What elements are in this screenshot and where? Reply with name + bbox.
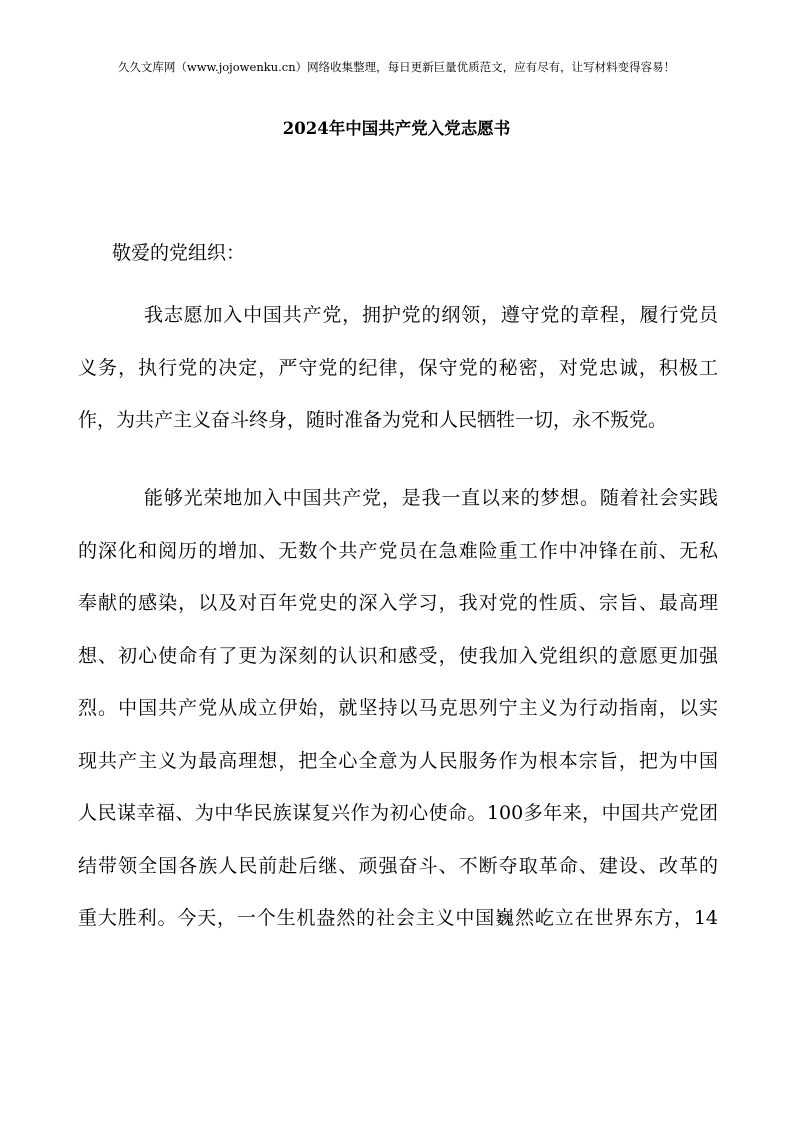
paragraph-motivation [78, 486, 718, 959]
paragraph-line: 现共产主义为最高理想，把全心全意为人民服务作为根本宗旨，把为中国 [78, 749, 718, 772]
paragraph-line: 奉献的感染，以及对百年党史的深入学习，我对党的性质、宗旨、最高理 [78, 592, 718, 614]
header-note: 久久文库网（www.jojowenku.cn）网络收集整理，每日更新巨量优质范文，应有尽有，让写材料变得容易！ [117, 60, 676, 74]
paragraph-line: 人民谋幸福、为中华民族谋复兴作为初心使命。100多年来，中国共产党团 [78, 802, 718, 824]
paragraph-line: 想、初心使命有了更为深刻的认识和感受，使我加入党组织的意愿更加强 [78, 644, 718, 667]
paragraph-line: 义务，执行党的决定，严守党的纪律，保守党的秘密，对党忠诚，积极工 [78, 356, 718, 379]
paragraph-pledge [78, 303, 718, 461]
paragraph-line: 我志愿加入中国共产党，拥护党的纲领，遵守党的章程，履行党员 [144, 304, 718, 326]
paragraph-line: 重大胜利。今天，一个生机盎然的社会主义中国巍然屹立在世界东方，14 [78, 907, 718, 929]
paragraph-line: 能够光荣地加入中国共产党，是我一直以来的梦想。随着社会实践 [144, 487, 718, 509]
paragraph-line: 结带领全国各族人民前赴后继、顽强奋斗、不断夺取革命、建设、改革的 [78, 854, 718, 877]
salutation: 敬爱的党组织： [112, 242, 246, 264]
page-title: 2024年中国共产党入党志愿书 [282, 119, 511, 138]
paragraph-line: 作，为共产主义奋斗终身，随时准备为党和人民牺牲一切，永不叛党。 [78, 409, 668, 431]
paragraph-line: 的深化和阅历的增加、无数个共产党员在急难险重工作中冲锋在前、无私 [78, 539, 718, 562]
paragraph-line: 烈。中国共产党从成立伊始，就坚持以马克思列宁主义为行动指南，以实 [78, 697, 718, 719]
